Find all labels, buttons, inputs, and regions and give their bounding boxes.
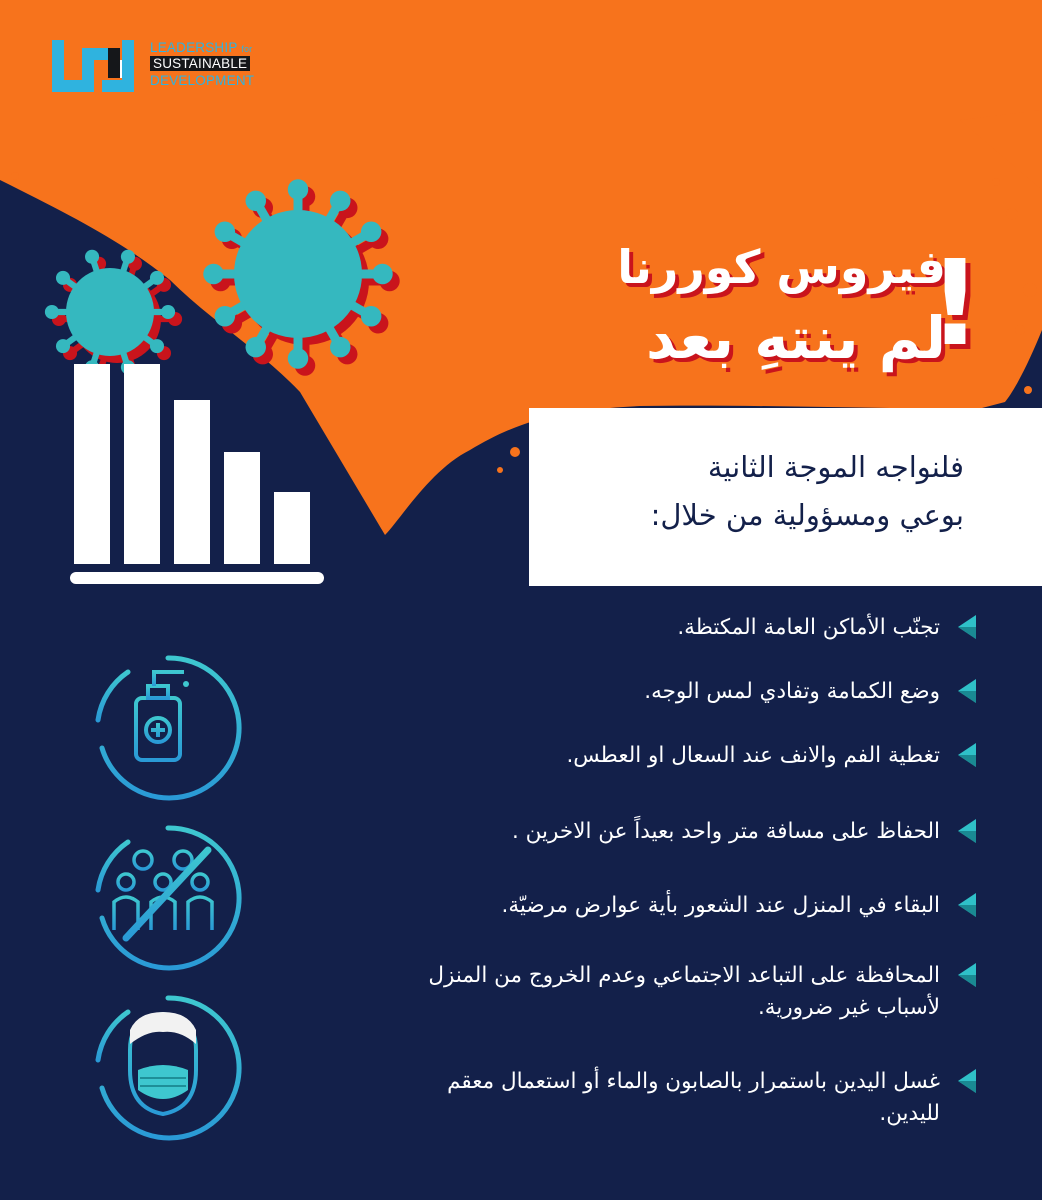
tip-text: الحفاظ على مسافة متر واحد بعيداً عن الاخرين .: [512, 819, 940, 844]
list-item: [416, 1066, 976, 1130]
intro-line-2: بوعي ومسؤولية من خلال:: [650, 498, 964, 532]
logo-line-1: [150, 40, 252, 57]
bullet-icon: [954, 679, 976, 703]
intro-line-1: فلنواجه الموجة الثانية: [707, 450, 964, 484]
logo: [52, 38, 292, 108]
bar: [274, 492, 310, 564]
tip-text: تجنّب الأماكن العامة المكتظة.: [677, 615, 940, 640]
bar-chart-icon: [70, 350, 330, 590]
virus-icon: [203, 179, 399, 375]
tip-text: تغطية الفم والانف عند السعال او العطس.: [566, 743, 940, 768]
list-item: [416, 740, 976, 772]
tip-text: البقاء في المنزل عند الشعور بأية عوارض مرضيّة.: [501, 893, 940, 918]
tip-text: المحافظة على التباعد الاجتماعي وعدم الخروج من المنزل لأسباب غير ضرورية.: [428, 963, 940, 1020]
no-crowd-icon: [98, 828, 239, 968]
headline-exclamation: !: [928, 234, 982, 372]
logo-line-3: DEVELOPMENT: [150, 73, 255, 88]
logo-line-2: SUSTAINABLE: [150, 56, 250, 71]
headline-line-1: فيروس كوررنا: [617, 240, 946, 294]
logo-mark-icon: [52, 40, 147, 92]
tip-text: غسل اليدين باستمرار بالصابون والماء أو استعمال معقم لليدين.: [447, 1069, 940, 1126]
bar: [174, 400, 210, 564]
face-mask-icon: [98, 998, 239, 1138]
logo-word-for: for: [241, 44, 253, 54]
bullet-icon: [954, 893, 976, 917]
bar: [224, 452, 260, 564]
headline: [502, 236, 982, 386]
bullet-icon: [954, 1069, 976, 1093]
tip-text: وضع الكمامة وتفادي لمس الوجه.: [644, 679, 940, 704]
bar-chart-baseline: [70, 572, 324, 584]
bullet-icon: [954, 963, 976, 987]
list-item: [416, 816, 976, 848]
list-item: [416, 612, 976, 644]
list-item: [416, 960, 976, 1024]
prevention-icons: [88, 650, 248, 1190]
bar: [124, 364, 160, 564]
headline-line-2: لم ينتهِ بعد: [646, 304, 946, 372]
bullet-icon: [954, 819, 976, 843]
bullet-icon: [954, 743, 976, 767]
bar: [74, 364, 110, 564]
logo-word-leadership: LEADERSHIP: [150, 40, 238, 55]
bullet-icon: [954, 615, 976, 639]
intro-box: [529, 408, 1042, 586]
list-item: [416, 890, 976, 922]
list-item: [416, 676, 976, 708]
sanitizer-bottle-icon: [98, 658, 239, 798]
